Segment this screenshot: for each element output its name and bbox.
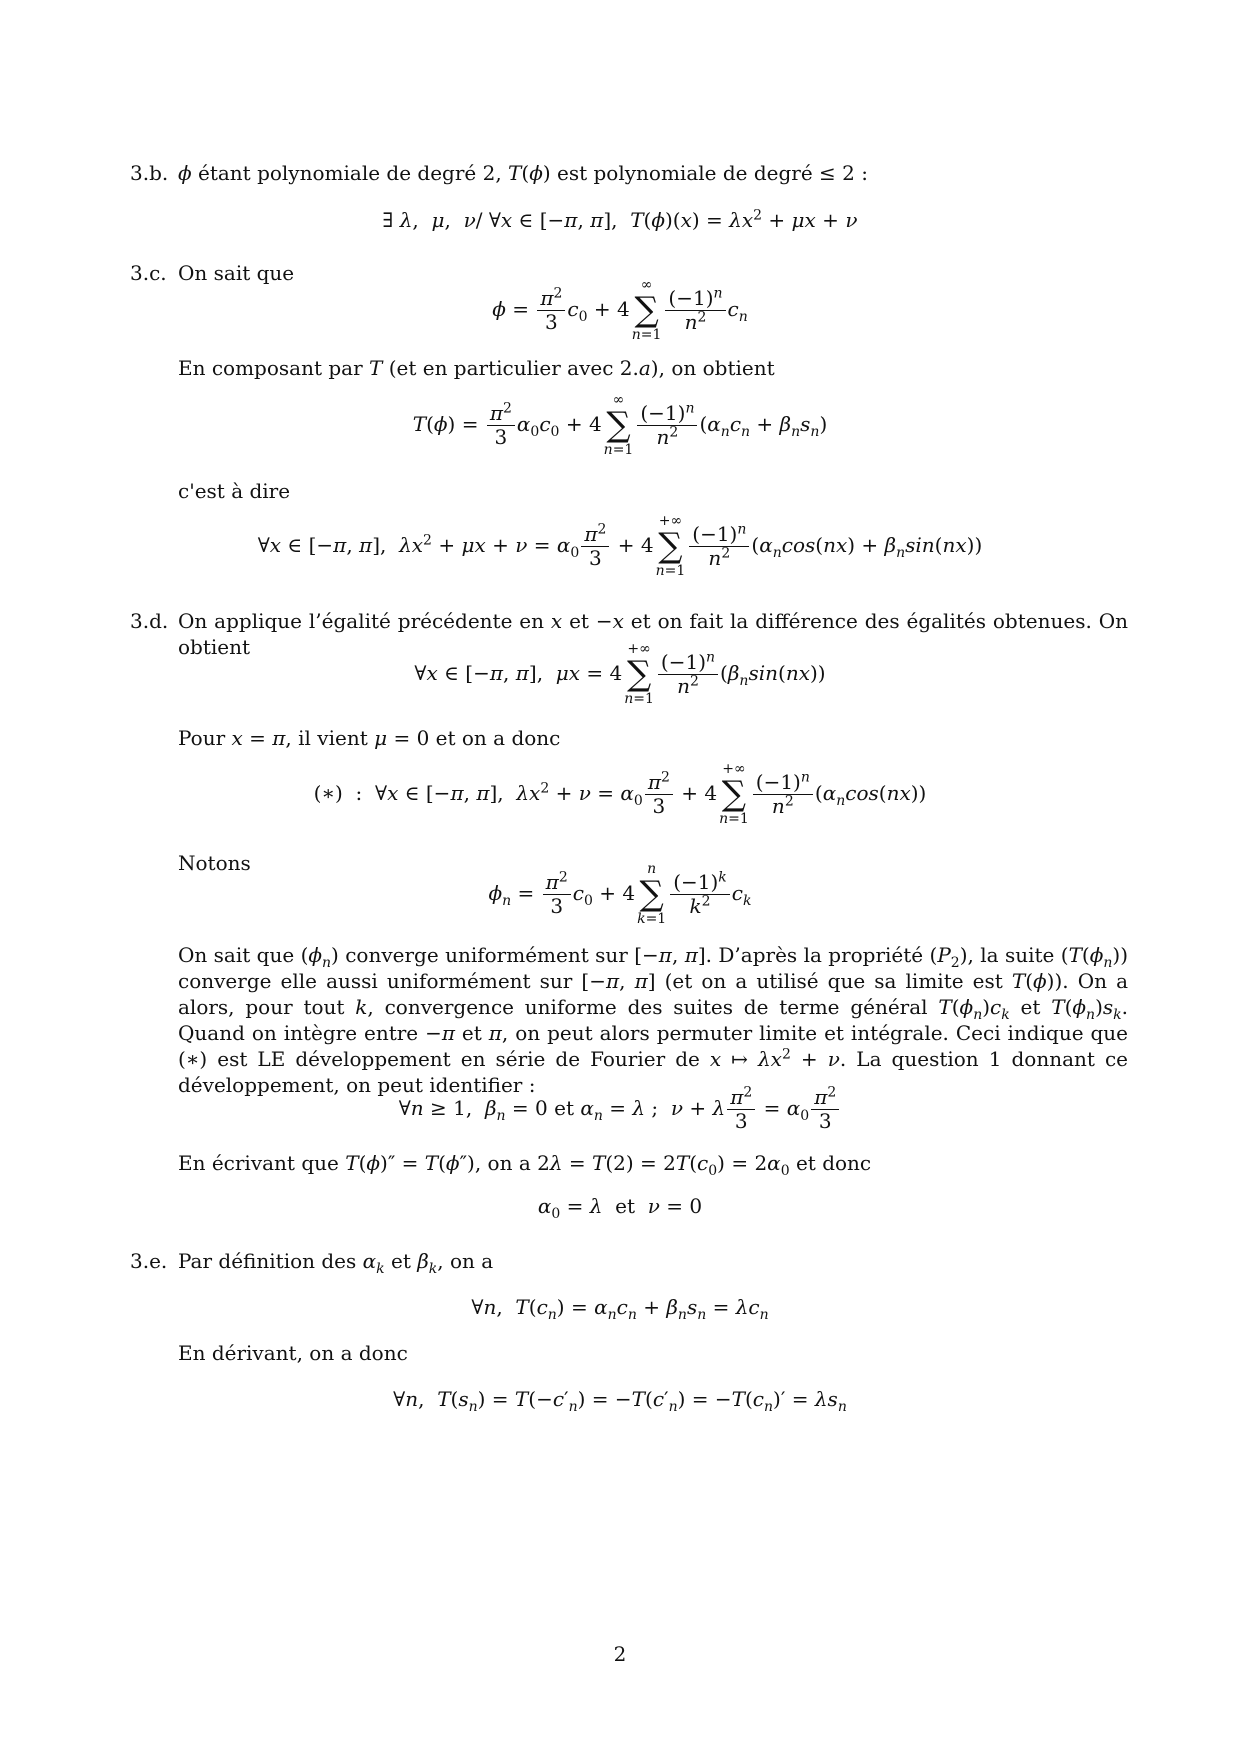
equation: ∃ λ, μ, ν/ ∀x ∈ [−π, π], $T(\phi)(x) = \lambda x^2 + \mu x + \nu$ <box>382 207 858 232</box>
paragraph: Pour x = π, il vient μ = 0 et on a donc <box>178 726 561 750</box>
equation: T(ϕ) = $\frac{\pi^2}{3}$ $\alpha_0c_0 + 4$ ∞ ∑ n=1 $\frac{(-1)^n}{n^2}$ $(\alpha_nc_n + \beta_ns_n)$ <box>412 392 828 459</box>
paragraph: On sait que $(\phi_n)$ converge uniformément sur [−π, π]. D’après la propriété $(P_2)$, la suite $(T(\phi_n))$ converge elle aussi uniformément sur [−π, π] (et on a utilisé que sa limite est T(ϕ)). On a alors, pour tout k, convergence uniforme des suites de terme général $T(\phi_n)c_k$ et $T(\phi_n)s_k$. Quand on intègre entre −π et π, on peut alors permuter limite et intégrale. Ceci indique que (∗) est LE développement en série de Fourier de x ↦ $\lambda x^2 + \nu$. La question 1 donnant ce développement, on peut identifier : <box>178 943 1129 1097</box>
paragraph: On sait que <box>178 261 295 285</box>
equation: ϕ = $\frac{\pi^2}{3}$ $c_0 + 4$ ∞ ∑ n=1 $\frac{(-1)^n}{n^2}$ $c_n$ <box>492 277 748 344</box>
equation: ∀x ∈ [−π, π], $\lambda x^2 + \mu x + \nu = \alpha_0$ $\frac{\pi^2}{3}$ + 4 +∞ ∑ n=1 $\frac{(-1)^n}{n^2}$ $(\alpha_n\cos(nx) + \beta_n\sin(nx))$ <box>257 513 983 580</box>
paragraph: ϕ étant polynomiale de degré 2, T(ϕ) est polynomiale de degré ≤ 2 : <box>178 161 868 185</box>
paragraph: En dérivant, on a donc <box>178 1341 408 1365</box>
equation: ∀x ∈ [−π, π], μx = 4 +∞ ∑ n=1 $\frac{(-1)^n}{n^2}$ $(\beta_n\sin(nx))$ <box>414 641 826 708</box>
paragraph: En composant par T (et en particulier avec 2.a), on obtient <box>178 356 775 380</box>
paragraph: Par définition des $\alpha_k$ et $\beta_k$, on a <box>178 1249 494 1277</box>
paragraph: En écrivant que T(ϕ)″ = T(ϕ″), on a $2\lambda = T(2) = 2T(c_0) = 2\alpha_0$ et donc <box>178 1151 872 1179</box>
section-label: 3.c. <box>130 261 167 285</box>
paragraph: c'est à dire <box>178 479 291 503</box>
equation: ∀n ≥ 1, $\beta_n = 0$ et $\alpha_n = \lambda$ ; ν + λ $\frac{\pi^2}{3}$ = $\alpha_0$ $\frac{\pi^2}{3}$ <box>0 1086 1240 1133</box>
equation: $\alpha_0 = \lambda$ et ν = 0 <box>537 1194 703 1222</box>
section-label: 3.d. <box>130 609 169 633</box>
equation: ∀n, $T(s_n) = T(-c'_n) = -T(c'_n) = -T(c_n)' = \lambda s_n$ <box>393 1387 847 1415</box>
paragraph: On applique l’égalité précédente en x et −x et on fait la différence des égalités obtenues. On obtient <box>178 609 1128 659</box>
equation: ∀n, $T(c_n) = \alpha_nc_n + \beta_ns_n = \lambda c_n$ <box>471 1295 769 1323</box>
section-label: 3.b. <box>130 161 169 185</box>
page-number: 2 <box>613 1642 627 1666</box>
equation: (∗) : ∀x ∈ [−π, π], $\lambda x^2 + \nu = \alpha_0$ $\frac{\pi^2}{3}$ + 4 +∞ ∑ n=1 $\frac{(-1)^n}{n^2}$ $(\alpha_n\cos(nx))$ <box>313 761 927 828</box>
section-label: 3.e. <box>130 1249 168 1273</box>
equation: $\phi_n$ = $\frac{\pi^2}{3}$ $c_0 + 4$ n ∑ k=1 $\frac{(-1)^k}{k^2}$ $c_k$ <box>488 861 752 928</box>
paragraph: Notons <box>178 851 251 875</box>
